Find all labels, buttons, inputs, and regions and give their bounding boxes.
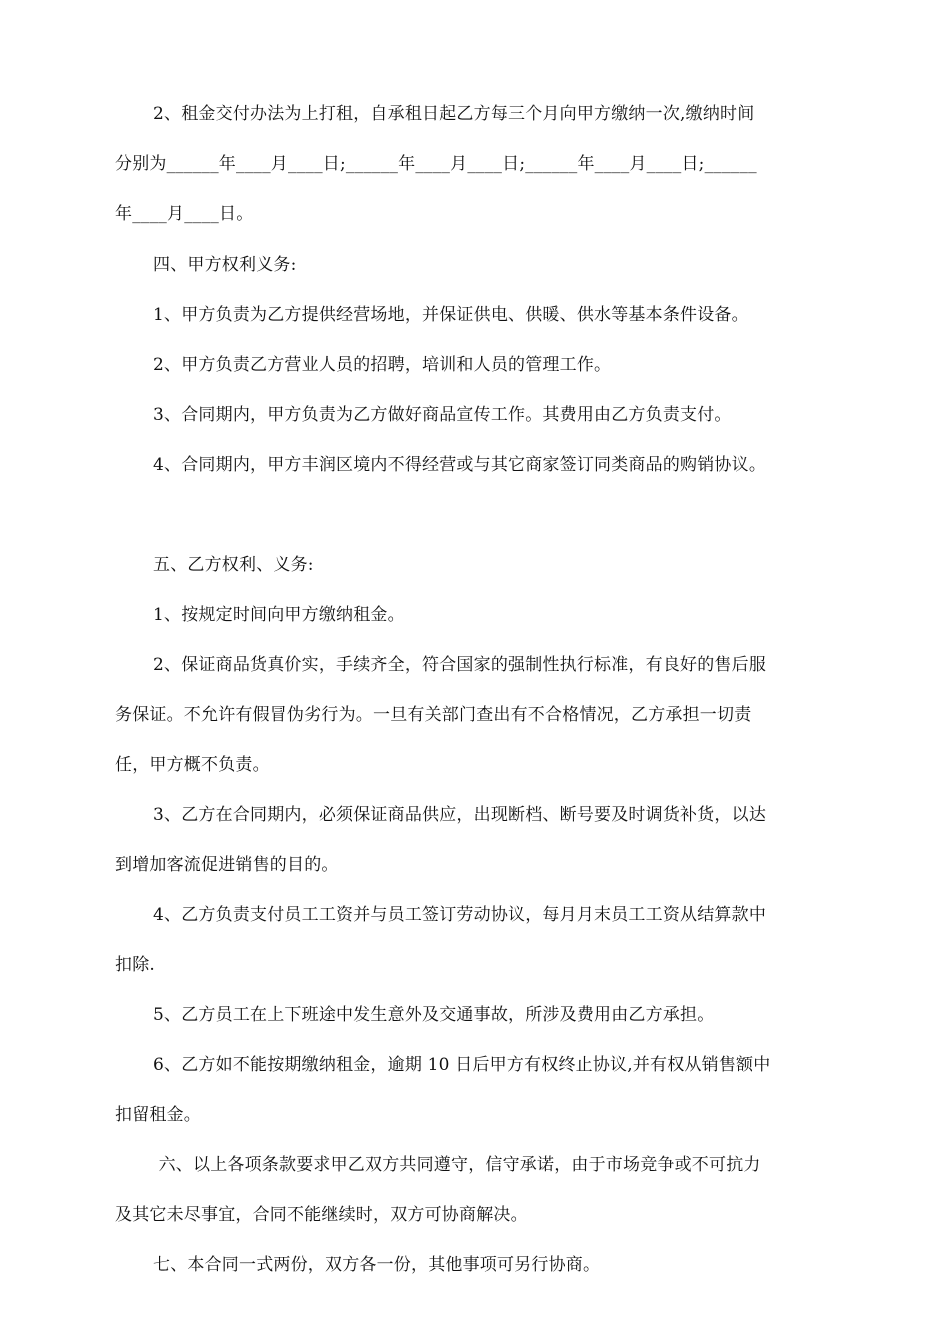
section-5-item-5: 5、乙方员工在上下班途中发生意外及交通事故，所涉及费用由乙方承担。 — [153, 1005, 715, 1025]
rent-payment-clause-line-3: 年____月____日。 — [115, 204, 254, 224]
section-5-item-1: 1、按规定时间向甲方缴纳租金。 — [153, 605, 405, 625]
section-5-item-4-line-1: 4、乙方负责支付员工工资并与员工签订劳动协议，每月月末员工工资从结算款中 — [153, 905, 767, 925]
section-5-item-3-line-1: 3、乙方在合同期内，必须保证商品供应，出现断档、断号要及时调货补货，以达 — [153, 805, 767, 825]
section-4-item-3: 3、合同期内，甲方负责为乙方做好商品宣传工作。其费用由乙方负责支付。 — [153, 405, 732, 425]
section-4-item-1: 1、甲方负责为乙方提供经营场地，并保证供电、供暖、供水等基本条件设备。 — [153, 305, 749, 325]
section-4-heading: 四、甲方权利义务: — [153, 255, 297, 275]
section-5-item-2-line-2: 务保证。不允许有假冒伪劣行为。一旦有关部门查出有不合格情况，乙方承担一切责 — [115, 705, 752, 725]
section-5-item-6-line-2: 扣留租金。 — [115, 1105, 201, 1125]
section-6-line-1: 六、以上各项条款要求甲乙双方共同遵守，信守承诺，由于市场竞争或不可抗力 — [153, 1155, 761, 1175]
section-4-item-2: 2、甲方负责乙方营业人员的招聘，培训和人员的管理工作。 — [153, 355, 612, 375]
rent-payment-clause-line-1: 2、租金交付办法为上打租，自承租日起乙方每三个月向甲方缴纳一次,缴纳时间 — [153, 104, 755, 124]
section-5-item-2-line-1: 2、保证商品货真价实，手续齐全，符合国家的强制性执行标准，有良好的售后服 — [153, 655, 767, 675]
section-5-heading: 五、乙方权利、义务: — [153, 555, 314, 575]
section-7: 七、本合同一式两份，双方各一份，其他事项可另行协商。 — [153, 1255, 601, 1275]
section-5-item-6-line-1: 6、乙方如不能按期缴纳租金，逾期 10 日后甲方有权终止协议,并有权从销售额中 — [153, 1055, 771, 1075]
section-4-item-4: 4、合同期内，甲方丰润区境内不得经营或与其它商家签订同类商品的购销协议。 — [153, 455, 767, 475]
section-5-item-2-line-3: 任，甲方概不负责。 — [115, 755, 270, 775]
section-5-item-4-line-2: 扣除. — [115, 955, 156, 975]
section-5-item-3-line-2: 到增加客流促进销售的目的。 — [115, 855, 339, 875]
section-6-line-2: 及其它未尽事宜，合同不能继续时，双方可协商解决。 — [115, 1205, 528, 1225]
rent-payment-clause-line-2: 分别为______年____月____日;______年____月____日;______年____月____日;______ — [115, 154, 757, 174]
